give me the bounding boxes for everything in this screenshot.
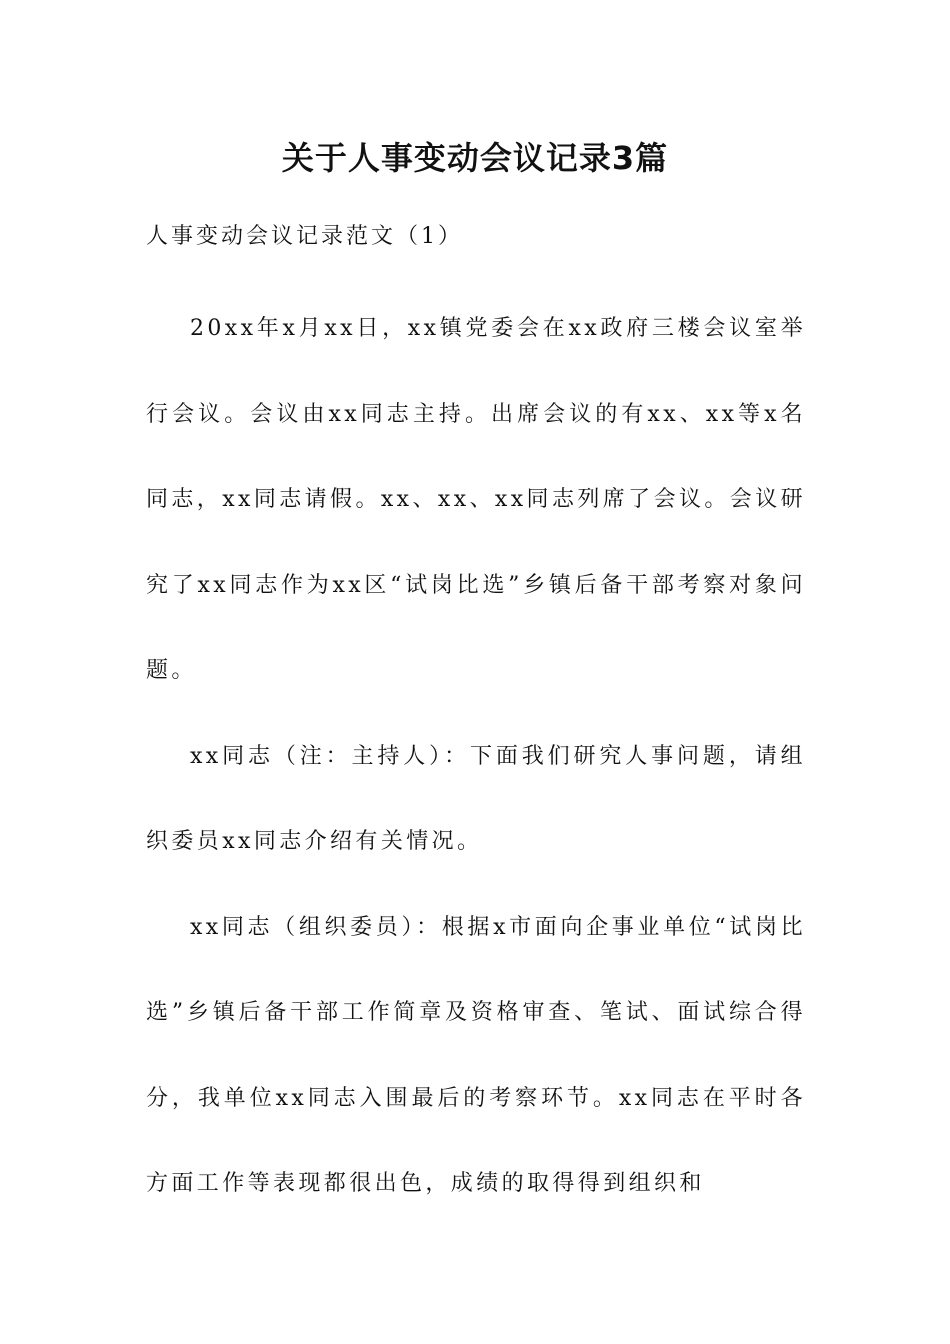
section-subtitle: 人事变动会议记录范文（1） (146, 224, 463, 249)
paragraph-organization-member-report: xx同志（组织委员）：根据x市面向企事业单位“试岗比选”乡镇后备干部工作简章及资格审查、笔试、面试综合得分，我单位xx同志入围最后的考察环节。xx同志在平时各方面工作等表现都很出色，成绩的取得得到组织和 (146, 914, 806, 1196)
paragraph-meeting-intro: 20xx年x月xx日，xx镇党委会在xx政府三楼会议室举行会议。会议由xx同志主持。出席会议的有xx、xx等x名同志，xx同志请假。xx、xx、xx同志列席了会议。会议研究了xx同志作为xx区“试岗比选”乡镇后备干部考察对象问题。 (146, 316, 806, 683)
document-title: 关于人事变动会议记录3篇 (281, 139, 669, 177)
paragraph-host-remarks: xx同志（注：主持人）：下面我们研究人事问题，请组织委员xx同志介绍有关情况。 (146, 743, 806, 854)
document-body (146, 286, 806, 1227)
